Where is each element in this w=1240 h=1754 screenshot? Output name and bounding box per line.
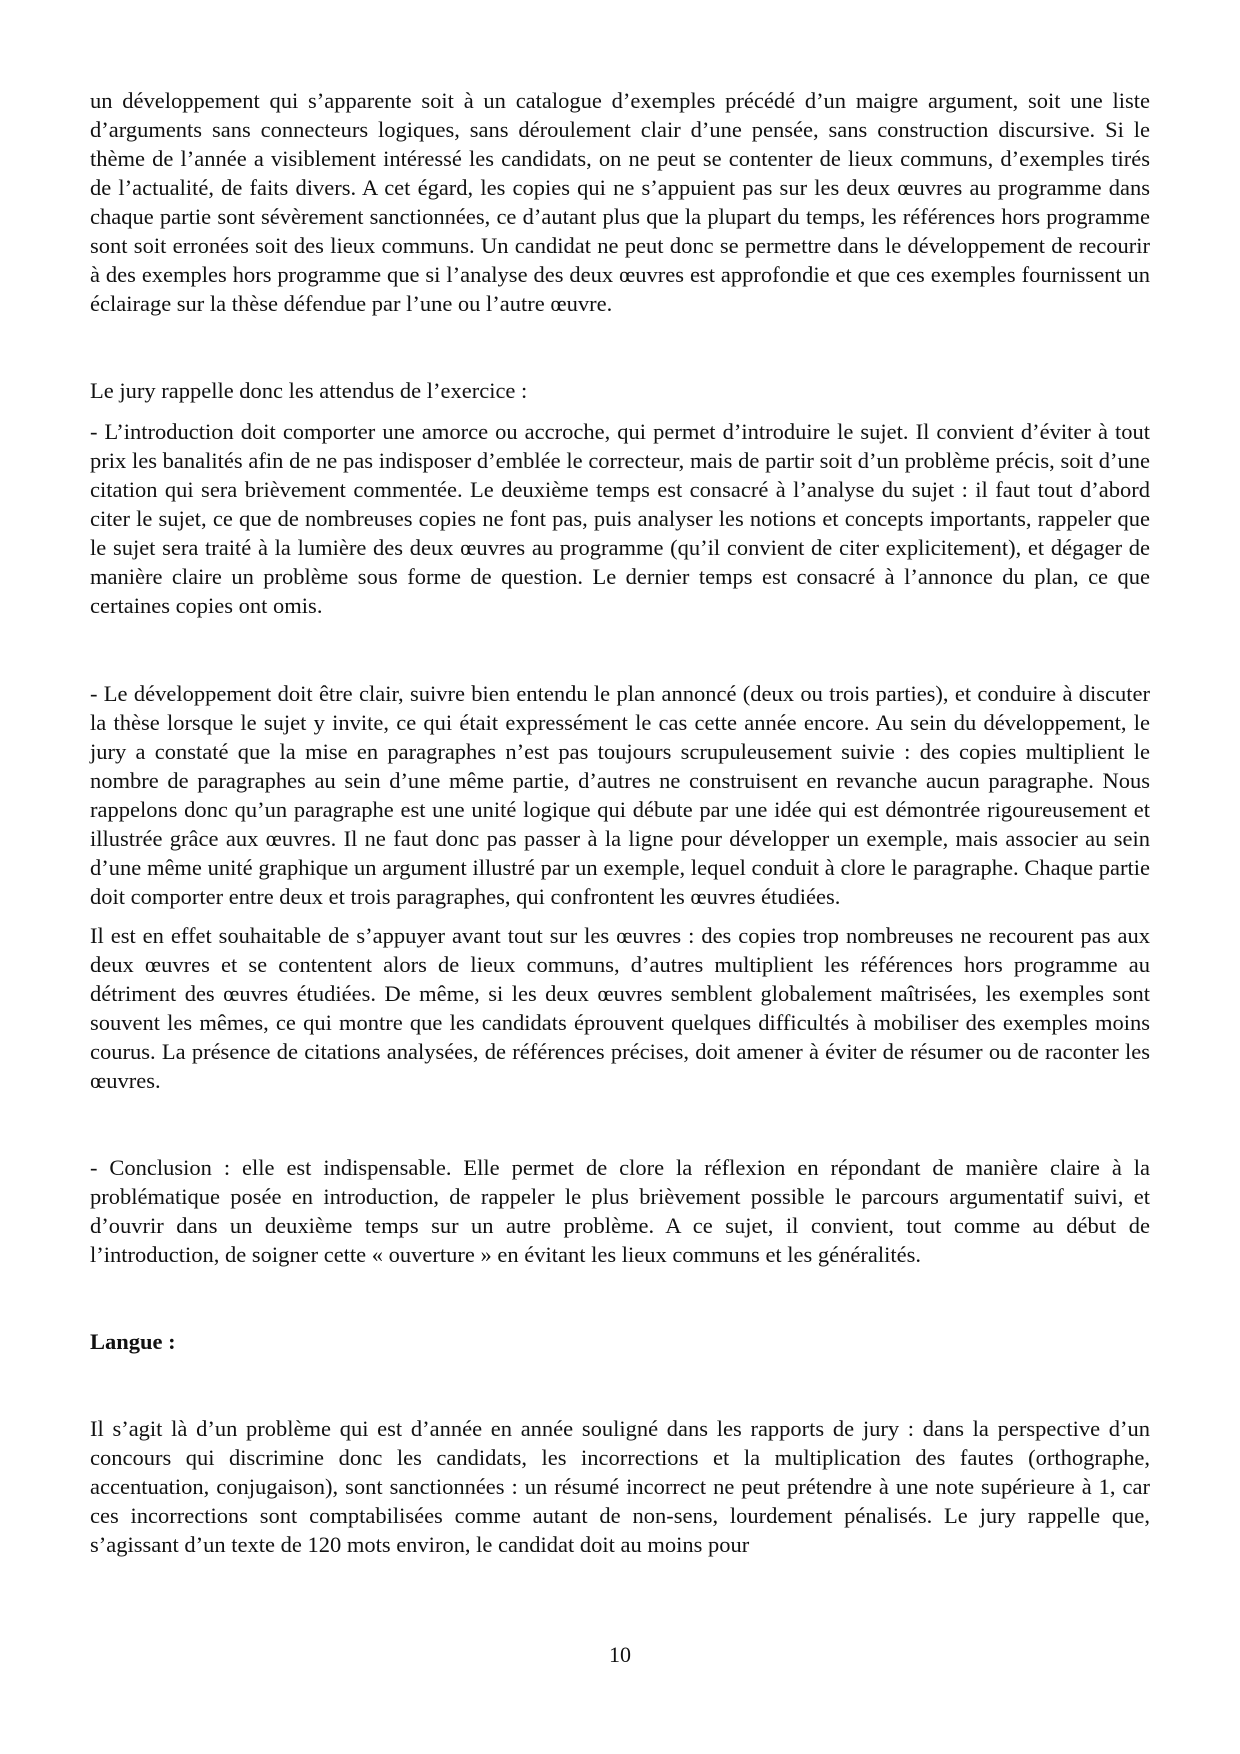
paragraph-development-critique: un développement qui s’apparente soit à un catalogue d’exemples précédé d’un maigre argument, soit une liste d’arguments sans connecteurs logiques, sans déroulement clair d’une pensée, sans construction discursive. Si le thème de l’année a visiblement intéressé les candidats, on ne peut se contenter de lieux communs, d’exemples tirés de l’actualité, de faits divers. A cet égard, les copies qui ne s’appuient pas sur les deux œuvres au programme dans chaque partie sont sévèrement sanctionnées, ce d’autant plus que la plupart du temps, les références hors programme sont soit erronées soit des lieux communs. Un candidat ne peut donc se permettre dans le développement de recourir à des exemples hors programme que si l’analyse des deux œuvres est approfondie et que ces exemples fournissent un éclairage sur la thèse défendue par l’une ou l’autre œuvre. (90, 88, 1150, 316)
paragraph-introduction-guidelines: - L’introduction doit comporter une amorce ou accroche, qui permet d’introduire le sujet. Il convient d’éviter à tout prix les banalités afin de ne pas indisposer d’emblée le correcteur, mais de partir soit d’un problème précis, soit d’une citation qui sera brièvement commentée. Le deuxième temps est consacré à l’analyse du sujet : il faut tout d’abord citer le sujet, ce que de nombreuses copies ne font pas, puis analyser les notions et concepts importants, rappeler que le sujet sera traité à la lumière des deux œuvres au programme (qu’il convient de citer explicitement), et dégager de manière claire un problème sous forme de question. Le dernier temps est consacré à l’annonce du plan, ce que certaines copies ont omis. (90, 419, 1150, 618)
page-number: 10 (609, 1642, 631, 1667)
document-page (90, 86, 1150, 1559)
paragraph-works-usage: Il est en effet souhaitable de s’appuyer avant tout sur les œuvres : des copies trop nombreuses ne recourent pas aux deux œuvres et se contentent alors de lieux communs, d’autres multiplient les références hors programme au détriment des œuvres étudiées. De même, si les deux œuvres semblent globalement maîtrisées, les exemples sont souvent les mêmes, ce qui montre que les candidats éprouvent quelques difficultés à mobiliser des exemples moins courus. La présence de citations analysées, de références précises, doit amener à éviter de résumer ou de raconter les œuvres. (90, 923, 1150, 1093)
paragraph-exercise-expectations-intro: Le jury rappelle donc les attendus de l’exercice : (90, 378, 528, 403)
paragraph-language-requirements: Il s’agit là d’un problème qui est d’année en année souligné dans les rapports de jury : dans la perspective d’un concours qui discrimine donc les candidats, les incorrections et la multiplication des fautes (orthographe, accentuation, conjugaison), sont sanctionnées : un résumé incorrect ne peut prétendre à une note supérieure à 1, car ces incorrections sont comptabilisées comme autant de non-sens, lourdement pénalisés. Le jury rappelle que, s’agissant d’un texte de 120 mots environ, le candidat doit au moins pour (90, 1416, 1150, 1557)
paragraph-conclusion-guidelines: - Conclusion : elle est indispensable. Elle permet de clore la réflexion en répondant de manière claire à la problématique posée en introduction, de rappeler le plus brièvement possible le parcours argumentatif suivi, et d’ouvrir dans un deuxième temps sur un autre problème. A ce sujet, il convient, tout comme au début de l’introduction, de soigner cette « ouverture » en évitant les lieux communs et les généralités. (90, 1155, 1150, 1267)
paragraph-development-guidelines: - Le développement doit être clair, suivre bien entendu le plan annoncé (deux ou trois parties), et conduire à discuter la thèse lorsque le sujet y invite, ce qui était expressément le cas cette année encore. Au sein du développement, le jury a constaté que la mise en paragraphes n’est pas toujours scrupuleusement suivie : des copies multiplient le nombre de paragraphes au sein d’une même partie, d’autres ne construisent en revanche aucun paragraphe. Nous rappelons donc qu’un paragraphe est une unité logique qui débute par une idée qui est démontrée rigoureusement et illustrée grâce aux œuvres. Il ne faut donc pas passer à la ligne pour développer un exemple, mais associer au sein d’une même unité graphique un argument illustré par un exemple, lequel conduit à clore le paragraphe. Chaque partie doit comporter entre deux et trois paragraphes, qui confrontent les œuvres étudiées. (90, 681, 1150, 909)
section-heading-langue: Langue : (90, 1329, 176, 1354)
